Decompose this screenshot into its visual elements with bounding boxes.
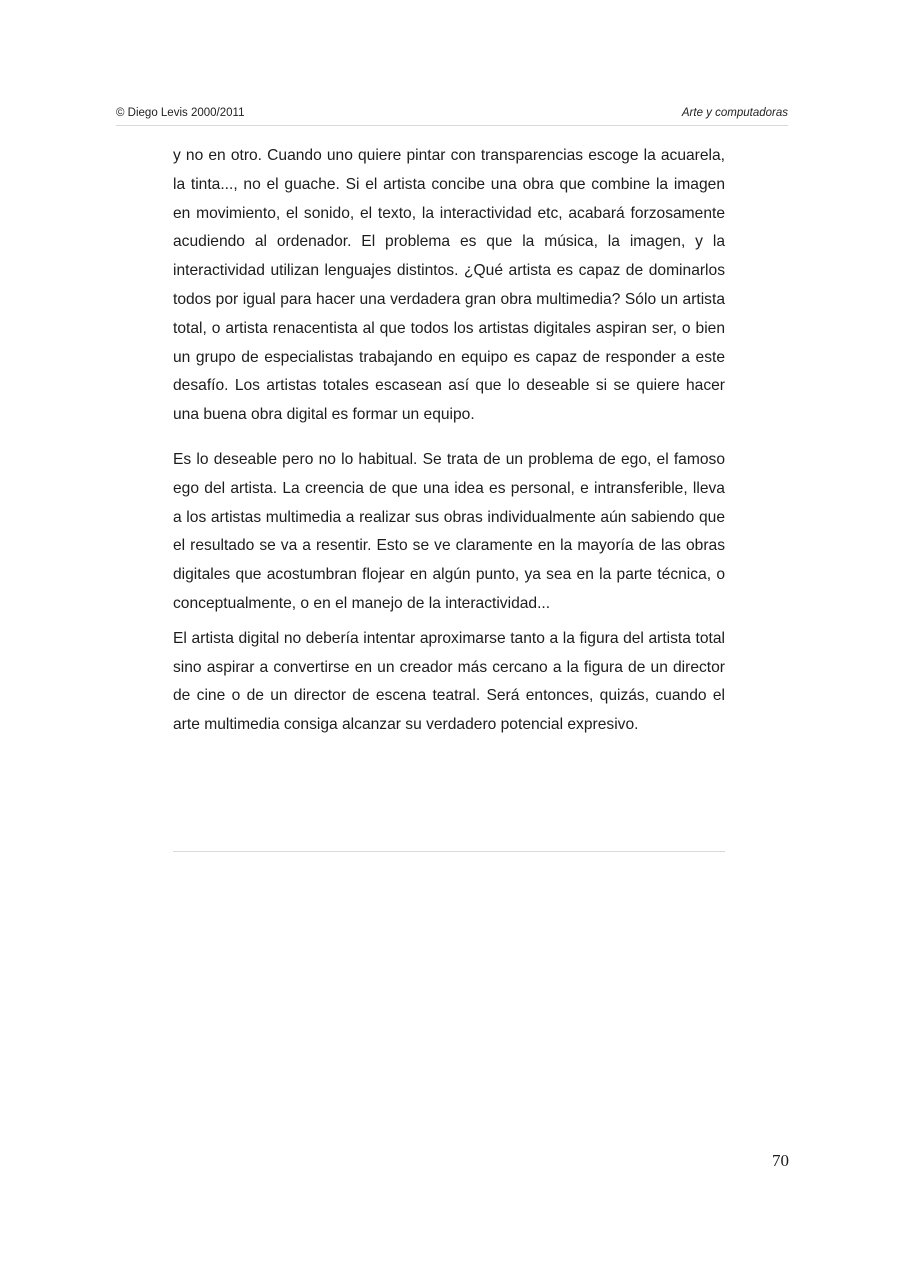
paragraph-2: Es lo deseable pero no lo habitual. Se trata de un problema de ego, el famoso ego del artista. La creencia de que una idea es personal, e intransferible, lleva a los artistas multimedia a realizar sus obras individualmente aún sabiendo que el resultado se va a resentir. Esto se ve claramente en la mayoría de las obras digitales que acostumbran flojear en algún punto, ya sea en la parte técnica, o conceptualmente, o en el manejo de la interactividad... [173,450,725,612]
body-text [173,142,725,740]
section-divider [173,851,725,852]
paragraph-1: y no en otro. Cuando uno quiere pintar con transparencias escoge la acuarela, la tinta..., no el guache. Si el artista concibe una obra que combine la imagen en movimiento, el sonido, el texto, la interactividad etc, acabará forzosamente acudiendo al ordenador. El problema es que la música, la imagen, y la interactividad utilizan lenguajes distintos. ¿Qué artista es capaz de dominarlos todos por igual para hacer una verdadera gran obra multimedia? Sólo un artista total, o artista renacentista al que todos los artistas digitales aspiran ser, o bien un grupo de especialistas trabajando en equipo es capaz de responder a este desafío. Los artistas totales escasean así que lo deseable si se quiere hacer una buena obra digital es formar un equipo. [173,147,725,424]
page-header [116,107,788,126]
header-author-copyright: © Diego Levis 2000/2011 [116,107,245,119]
header-book-title: Arte y computadoras [681,107,788,119]
page-number: 70 [772,1151,789,1170]
paragraph-3: El artista digital no debería intentar aproximarse tanto a la figura del artista total sino aspirar a convertirse en un creador más cercano a la figura de un director de cine o de un director de escena teatral. Será entonces, quizás, cuando el arte multimedia consiga alcanzar su verdadero potencial expresivo. [173,629,725,734]
